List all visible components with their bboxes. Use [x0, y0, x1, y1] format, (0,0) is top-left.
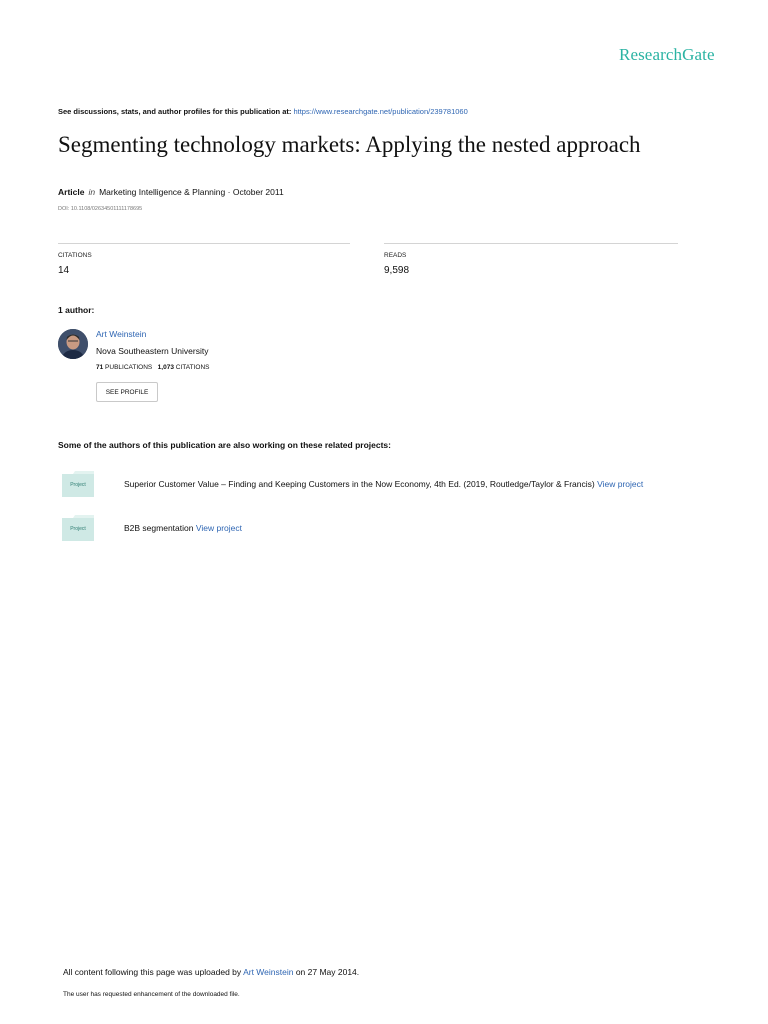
author-name-link[interactable]: Art Weinstein	[96, 329, 147, 339]
publication-date: · October 2011	[227, 187, 284, 197]
author-publications-count: 71	[96, 364, 104, 371]
project-item	[124, 479, 643, 489]
author-stats	[96, 364, 209, 371]
enhancement-note: The user has requested enhancement of the downloaded file.	[63, 991, 240, 998]
projects-heading: Some of the authors of this publication are also working on these related projects:	[58, 440, 391, 450]
project-icon-label: Project	[70, 526, 86, 532]
reads-value: 9,598	[384, 265, 410, 276]
researchgate-logo[interactable]: ResearchGate	[619, 45, 715, 64]
reads-divider	[384, 243, 678, 244]
authors-heading: 1 author:	[58, 305, 95, 315]
uploader-link[interactable]: Art Weinstein	[243, 967, 294, 977]
project-folder-icon[interactable]	[62, 471, 94, 497]
doi: DOI: 10.1108/02634501111178695	[58, 206, 143, 212]
upload-note	[63, 967, 359, 977]
publication-url-link[interactable]: https://www.researchgate.net/publication/239781060	[293, 107, 468, 116]
upload-prefix: All content following this page was uploaded by	[63, 967, 242, 977]
citations-divider	[58, 243, 350, 244]
discussion-line	[58, 107, 468, 116]
in-word: in	[88, 187, 96, 197]
see-profile-button[interactable]: SEE PROFILE	[96, 382, 158, 402]
project-folder-icon[interactable]	[62, 515, 94, 541]
citations-value: 14	[58, 265, 70, 276]
project-item	[124, 523, 242, 533]
publication-title: Segmenting technology markets: Applying the nested approach	[58, 132, 641, 157]
view-project-link[interactable]: View project	[195, 523, 242, 533]
publication-meta	[58, 187, 284, 197]
upload-suffix: on 27 May 2014.	[295, 967, 360, 977]
project-title: Superior Customer Value – Finding and Keeping Customers in the Now Economy, 4th Ed. (2019, Routledge/Taylor & Francis)	[124, 479, 595, 489]
project-icon-label: Project	[70, 482, 86, 488]
publication-type: Article	[58, 187, 85, 197]
author-citations-label: CITATIONS	[175, 364, 210, 371]
journal-name: Marketing Intelligence & Planning	[99, 187, 226, 197]
author-citations-count: 1,073	[157, 364, 174, 371]
author-publications-label: PUBLICATIONS	[105, 364, 153, 371]
author-avatar[interactable]	[58, 329, 88, 359]
discussion-lead: See discussions, stats, and author profiles for this publication at:	[58, 107, 292, 116]
author-affiliation: Nova Southeastern University	[96, 346, 209, 356]
project-title: B2B segmentation	[124, 523, 194, 533]
view-project-link[interactable]: View project	[597, 479, 644, 489]
citations-label: CITATIONS	[58, 252, 92, 259]
reads-label: READS	[384, 252, 407, 259]
